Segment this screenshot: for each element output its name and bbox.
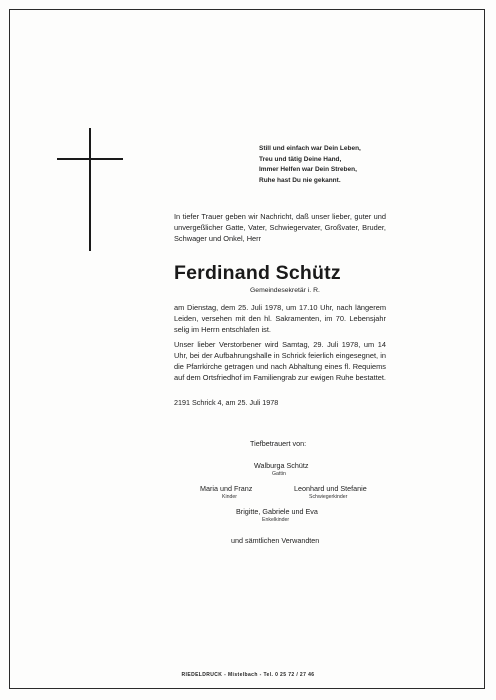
deceased-title: Gemeindesekretär i. R. — [250, 287, 320, 294]
in-laws-relation: Schwiegerkinder — [309, 494, 348, 500]
mourners-heading: Tiefbetrauert von: — [250, 439, 307, 448]
grandchildren-names: Brigitte, Gabriele und Eva — [236, 507, 318, 516]
deceased-name: Ferdinand Schütz — [174, 262, 341, 284]
funeral-paragraph: Unser lieber Verstorbener wird Samtag, 29. Juli 1978, um 14 Uhr, bei der Aufbahrungshalle in Schrick feierlich eingesegnet, in die Pfarrkirche getragen und nach Abhaltung eines fl. Requiems auf dem Ortsfriedhof im Familiengrab zur ewigen Ruhe bestattet. — [174, 340, 386, 382]
poem-line: Treu und tätig Deine Hand, — [259, 155, 342, 163]
printer-imprint: RIEDELDRUCK - Mistelbach - Tel. 0 25 72 / 27 46 — [181, 672, 315, 678]
wife-name: Walburga Schütz — [254, 461, 309, 470]
place-and-date: 2191 Schrick 4, am 25. Juli 1978 — [174, 398, 279, 407]
announcement-intro: In tiefer Trauer geben wir Nachricht, daß unser lieber, guter und unvergeßlicher Gatte, Vater, Schwiegervater, Großvater, Bruder, Schwager und Onkel, Herr — [174, 212, 386, 243]
cross-vertical-beam — [89, 128, 91, 251]
death-paragraph: am Dienstag, dem 25. Juli 1978, um 17.10 Uhr, nach längerem Leiden, versehen mit den hl. Sakramenten, im 70. Lebensjahr selig im Herrn entschlafen ist. — [174, 303, 386, 334]
memorial-poem — [259, 144, 361, 186]
in-laws-names: Leonhard und Stefanie — [294, 484, 367, 493]
grandchildren-relation: Enkelkinder — [262, 517, 290, 523]
children-relation: Kinder — [222, 494, 237, 500]
children-names: Maria und Franz — [200, 484, 253, 493]
cross-horizontal-beam — [57, 158, 123, 160]
other-relatives: und sämtlichen Verwandten — [231, 536, 320, 545]
poem-line: Immer Helfen war Dein Streben, — [259, 166, 357, 173]
poem-line: Ruhe hast Du nie gekannt. — [259, 176, 341, 184]
wife-relation: Gattin — [272, 471, 286, 477]
poem-line: Still und einfach war Dein Leben, — [259, 145, 361, 152]
